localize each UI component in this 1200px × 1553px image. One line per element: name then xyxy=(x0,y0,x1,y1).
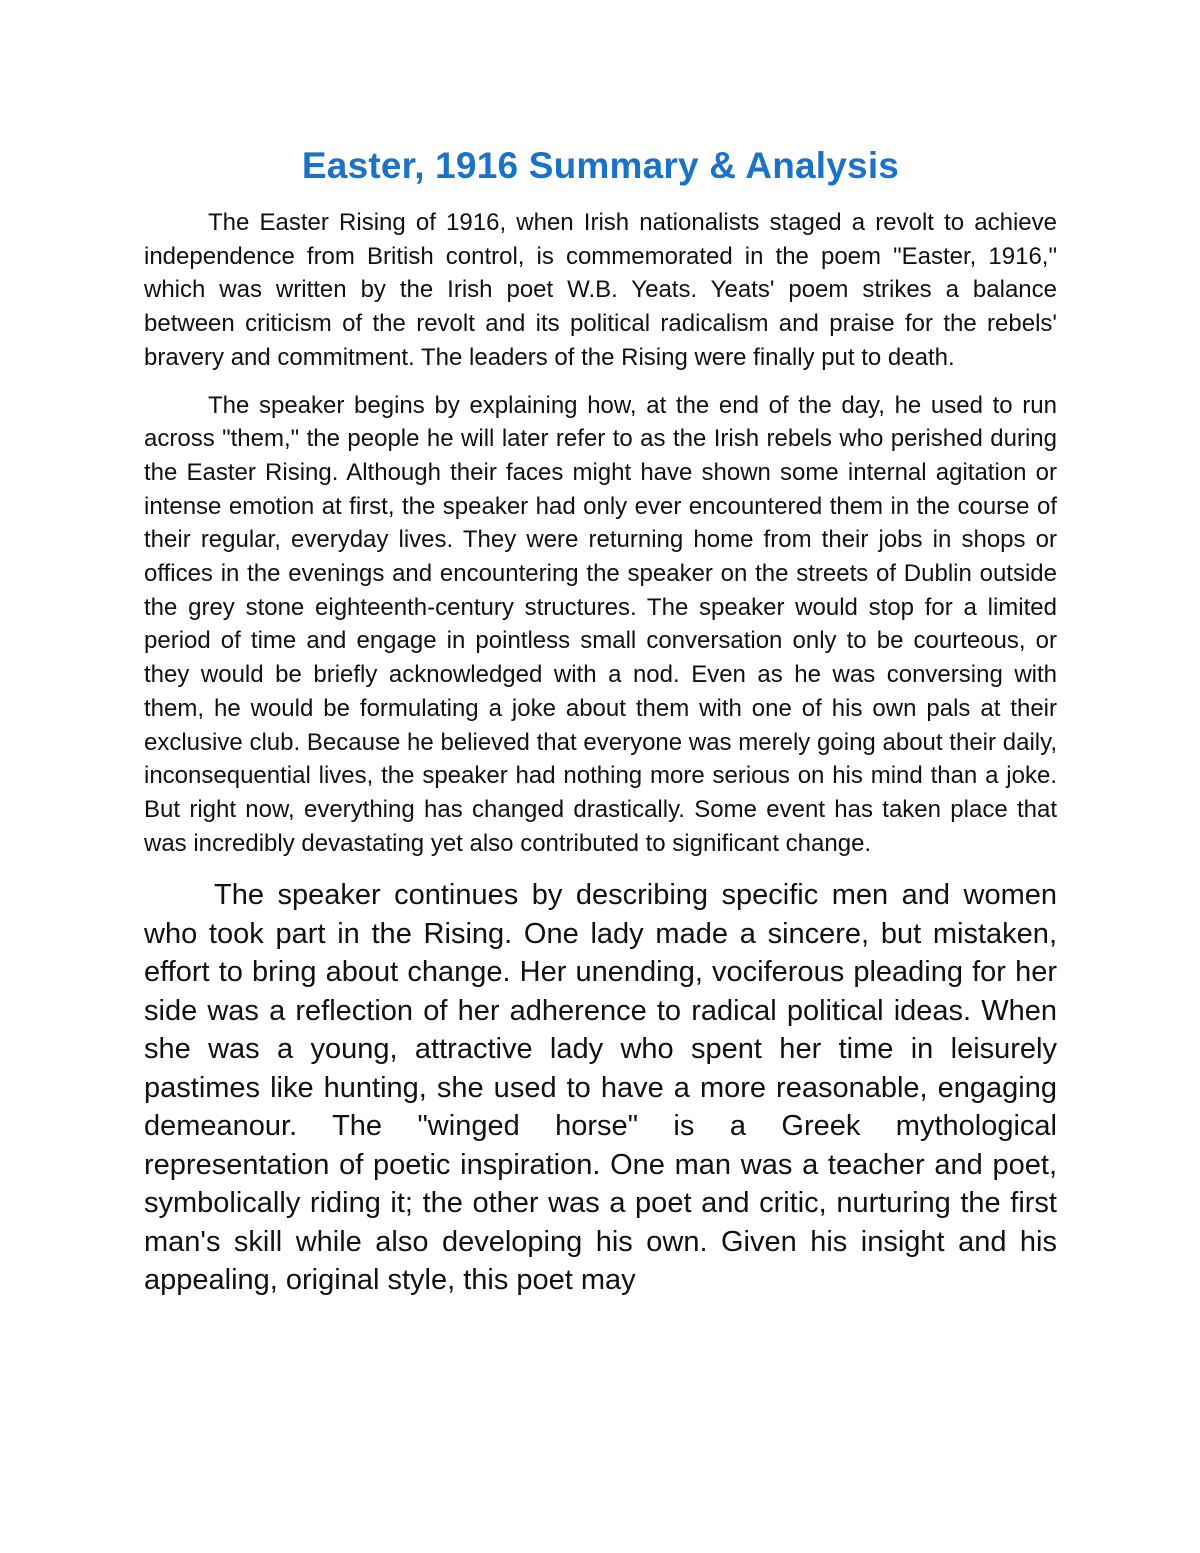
paragraph-speaker-begins: The speaker begins by explaining how, at the end of the day, he used to run across "them," the people he will later refer to as the Irish rebels who perished during the Easter Rising. Although their faces might have shown some internal agitation or intense emotion at first, the speaker had only ever encountered them in the course of their regular, everyday lives. They were returning home from their jobs in shops or offices in the evenings and encountering the speaker on the streets of Dublin outside the grey stone eighteenth-century structures. The speaker would stop for a limited period of time and engage in pointless small conversation only to be courteous, or they would be briefly acknowledged with a nod. Even as he was conversing with them, he would be formulating a joke about them with one of his own pals at their exclusive club. Because he believed that everyone was merely going about their daily, inconsequential lives, the speaker had nothing more serious on his mind than a joke. But right now, everything has changed drastically. Some event has taken place that was incredibly devastating yet also contributed to significant change. xyxy=(144,391,1057,857)
paragraph-speaker-continues: The speaker continues by describing specific men and women who took part in the Rising. One lady made a sincere, but mistaken, effort to bring about change. Her unending, vociferous pleading for her side was a reflection of her adherence to radical political ideas. When she was a young, attractive lady who spent her time in leisurely pastimes like hunting, she used to have a more reasonable, engaging demeanour. The "winged horse" is a Greek mythological representation of poetic inspiration. One man was a teacher and poet, symbolically riding it; the other was a poet and critic, nurturing the first man's skill while also developing his own. Given his insight and his appealing, original style, this poet may xyxy=(144,879,1057,1297)
paragraph-intro: The Easter Rising of 1916, when Irish nationalists staged a revolt to achieve independence from British control, is commemorated in the poem "Easter, 1916," which was written by the Irish poet W.B. Yeats. Yeats' poem strikes a balance between criticism of the revolt and its political radicalism and praise for the rebels' bravery and commitment. The leaders of the Rising were finally put to death. xyxy=(144,209,1057,371)
document-title: Easter, 1916 Summary & Analysis xyxy=(301,145,900,186)
document-page xyxy=(144,138,1057,1300)
